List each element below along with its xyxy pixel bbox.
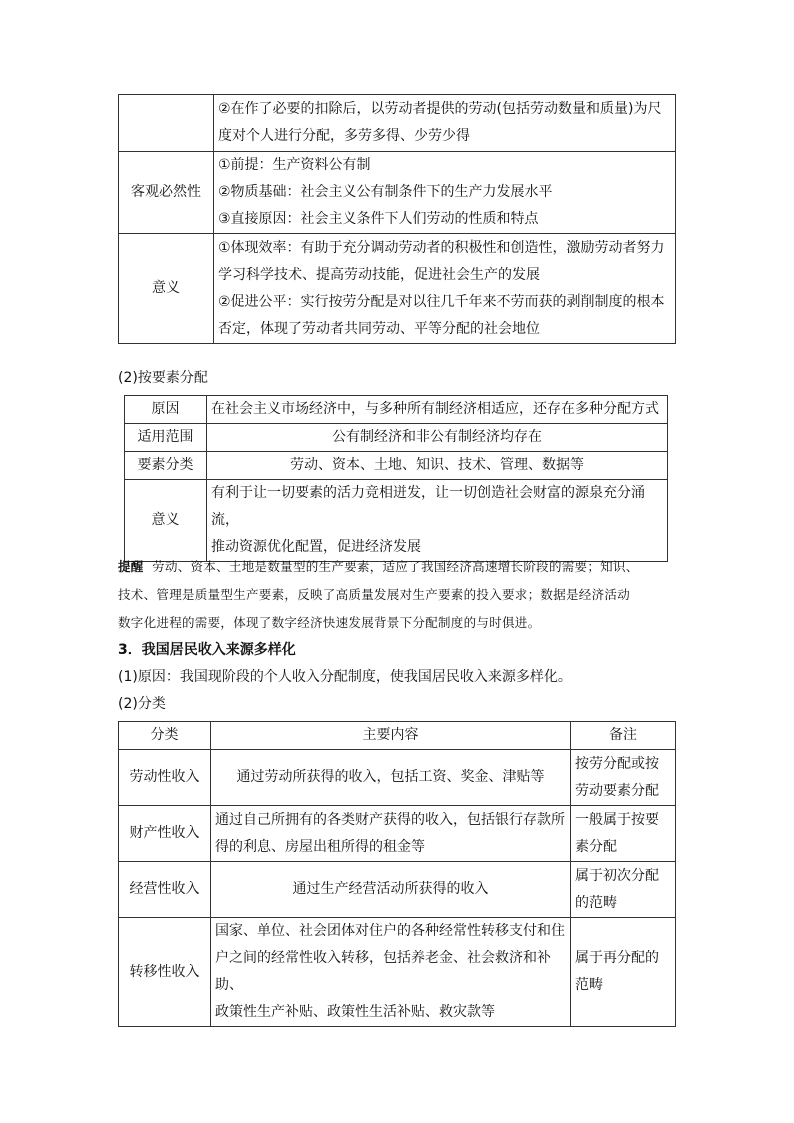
table-row <box>119 750 676 806</box>
cell-text: ③直接原因：社会主义条件下人们劳动的性质和特点 <box>218 211 539 227</box>
table-row <box>119 234 676 344</box>
cell-text: 按劳分配或按 <box>575 755 659 772</box>
row-header: 意义 <box>125 480 207 562</box>
table-cell <box>214 95 676 152</box>
table-row <box>125 396 668 424</box>
cell-text: ①体现效率：有助于充分调动劳动者的积极性和创造性，激励劳动者努力 <box>218 239 665 256</box>
cell-text: ①前提：生产资料公有制 <box>218 157 371 173</box>
category-cell: 经营性收入 <box>119 862 211 918</box>
note-cell <box>571 918 676 1027</box>
table-cell: 公有制经济和非公有制经济均存在 <box>207 424 668 452</box>
table-header-row <box>119 722 676 750</box>
cell-text: 国家、单位、社会团体对住户的各种经常性转移支付和住 <box>215 923 565 939</box>
column-header: 备注 <box>571 722 676 750</box>
cell-text: 属于再分配的 <box>575 950 659 966</box>
income-sources-table <box>118 721 676 1027</box>
section-subtitle: (2)分类 <box>118 696 166 712</box>
table-cell: 在社会主义市场经济中，与多种所有制经济相适应，还存在多种分配方式 <box>207 396 668 424</box>
column-header: 分类 <box>119 722 211 750</box>
content-cell <box>211 918 571 1027</box>
cell-text: 素分配 <box>575 838 617 855</box>
distribution-by-factors-table <box>124 395 668 562</box>
cell-text: 度对个人进行分配，多劳多得、少劳少得 <box>218 128 470 144</box>
cell-text: 劳动要素分配 <box>575 782 659 799</box>
cell-text: 有利于让一切要素的活力竞相迸发，让一切创造社会财富的源泉充分涌流， <box>211 485 645 528</box>
cell-text: 推动资源优化配置，促进经济发展 <box>211 539 421 555</box>
row-header: 客观必然性 <box>119 152 214 234</box>
table-row <box>119 95 676 152</box>
content-cell <box>211 806 571 862</box>
category-cell: 劳动性收入 <box>119 750 211 806</box>
row-header: 原因 <box>125 396 207 424</box>
tip-line <box>118 553 678 581</box>
note-cell <box>571 806 676 862</box>
tip-text: 劳动、资本、土地是数量型的生产要素，适应了我国经济高速增长阶段的需要；知识、 <box>152 559 639 574</box>
content-cell: 通过生产经营活动所获得的收入 <box>211 862 571 918</box>
cell-text: 一般属于按要 <box>575 811 659 828</box>
tip-note <box>118 553 678 637</box>
cell-text: 范畴 <box>575 977 603 993</box>
table-row <box>125 480 668 562</box>
content-cell: 通过劳动所获得的收入，包括工资、奖金、津贴等 <box>211 750 571 806</box>
table-row <box>119 862 676 918</box>
table-cell <box>214 152 676 234</box>
column-header: 主要内容 <box>211 722 571 750</box>
tip-line: 数字化进程的需要，体现了数字经济快速发展背景下分配制度的与时俱进。 <box>118 615 541 630</box>
tip-line: 技术、管理是质量型生产要素，反映了高质量发展对生产要素的投入要求；数据是经济活动 <box>118 587 631 602</box>
table-row <box>119 152 676 234</box>
cell-text: ②物质基础：社会主义公有制条件下的生产力发展水平 <box>218 184 553 200</box>
cell-text: 得的利息、房屋出租所得的租金等 <box>215 838 425 855</box>
table-cell <box>119 95 214 152</box>
section-title: (2)按要素分配 <box>118 370 208 386</box>
distribution-by-labor-table <box>118 94 676 344</box>
cell-text: ②在作了必要的扣除后，以劳动者提供的劳动(包括劳动数量和质量)为尺 <box>218 101 662 117</box>
table-row <box>119 806 676 862</box>
note-cell <box>571 862 676 918</box>
category-cell: 转移性收入 <box>119 918 211 1027</box>
cell-text: ②促进公平：实行按劳分配是对以往几千年来不劳而获的剥削制度的根本 <box>218 293 665 310</box>
cell-text: 否定，体现了劳动者共同劳动、平等分配的社会地位 <box>218 320 540 337</box>
cell-text: 学习科学技术、提高劳动技能，促进社会生产的发展 <box>218 266 540 283</box>
table-cell: 劳动、资本、土地、知识、技术、管理、数据等 <box>207 452 668 480</box>
table-row <box>119 918 676 1027</box>
note-cell <box>571 750 676 806</box>
category-cell: 财产性收入 <box>119 806 211 862</box>
section-text: (1)原因：我国现阶段的个人收入分配制度，使我国居民收入来源多样化。 <box>118 669 572 685</box>
table-row <box>125 424 668 452</box>
table-cell <box>207 480 668 562</box>
table-cell <box>214 234 676 344</box>
cell-text: 属于初次分配 <box>575 867 659 884</box>
table-row <box>125 452 668 480</box>
cell-text: 的范畴 <box>575 894 617 911</box>
cell-text: 户之间的经常性收入转移，包括养老金、社会救济和补助、 <box>215 950 551 993</box>
section-heading: 3．我国居民收入来源多样化 <box>118 642 296 658</box>
cell-text: 通过自己所拥有的各类财产获得的收入，包括银行存款所 <box>215 811 565 828</box>
row-header: 适用范围 <box>125 424 207 452</box>
tip-label: 提醒 <box>118 559 144 574</box>
row-header: 要素分类 <box>125 452 207 480</box>
row-header: 意义 <box>119 234 214 344</box>
cell-text: 政策性生产补贴、政策性生活补贴、救灾款等 <box>215 1004 495 1020</box>
